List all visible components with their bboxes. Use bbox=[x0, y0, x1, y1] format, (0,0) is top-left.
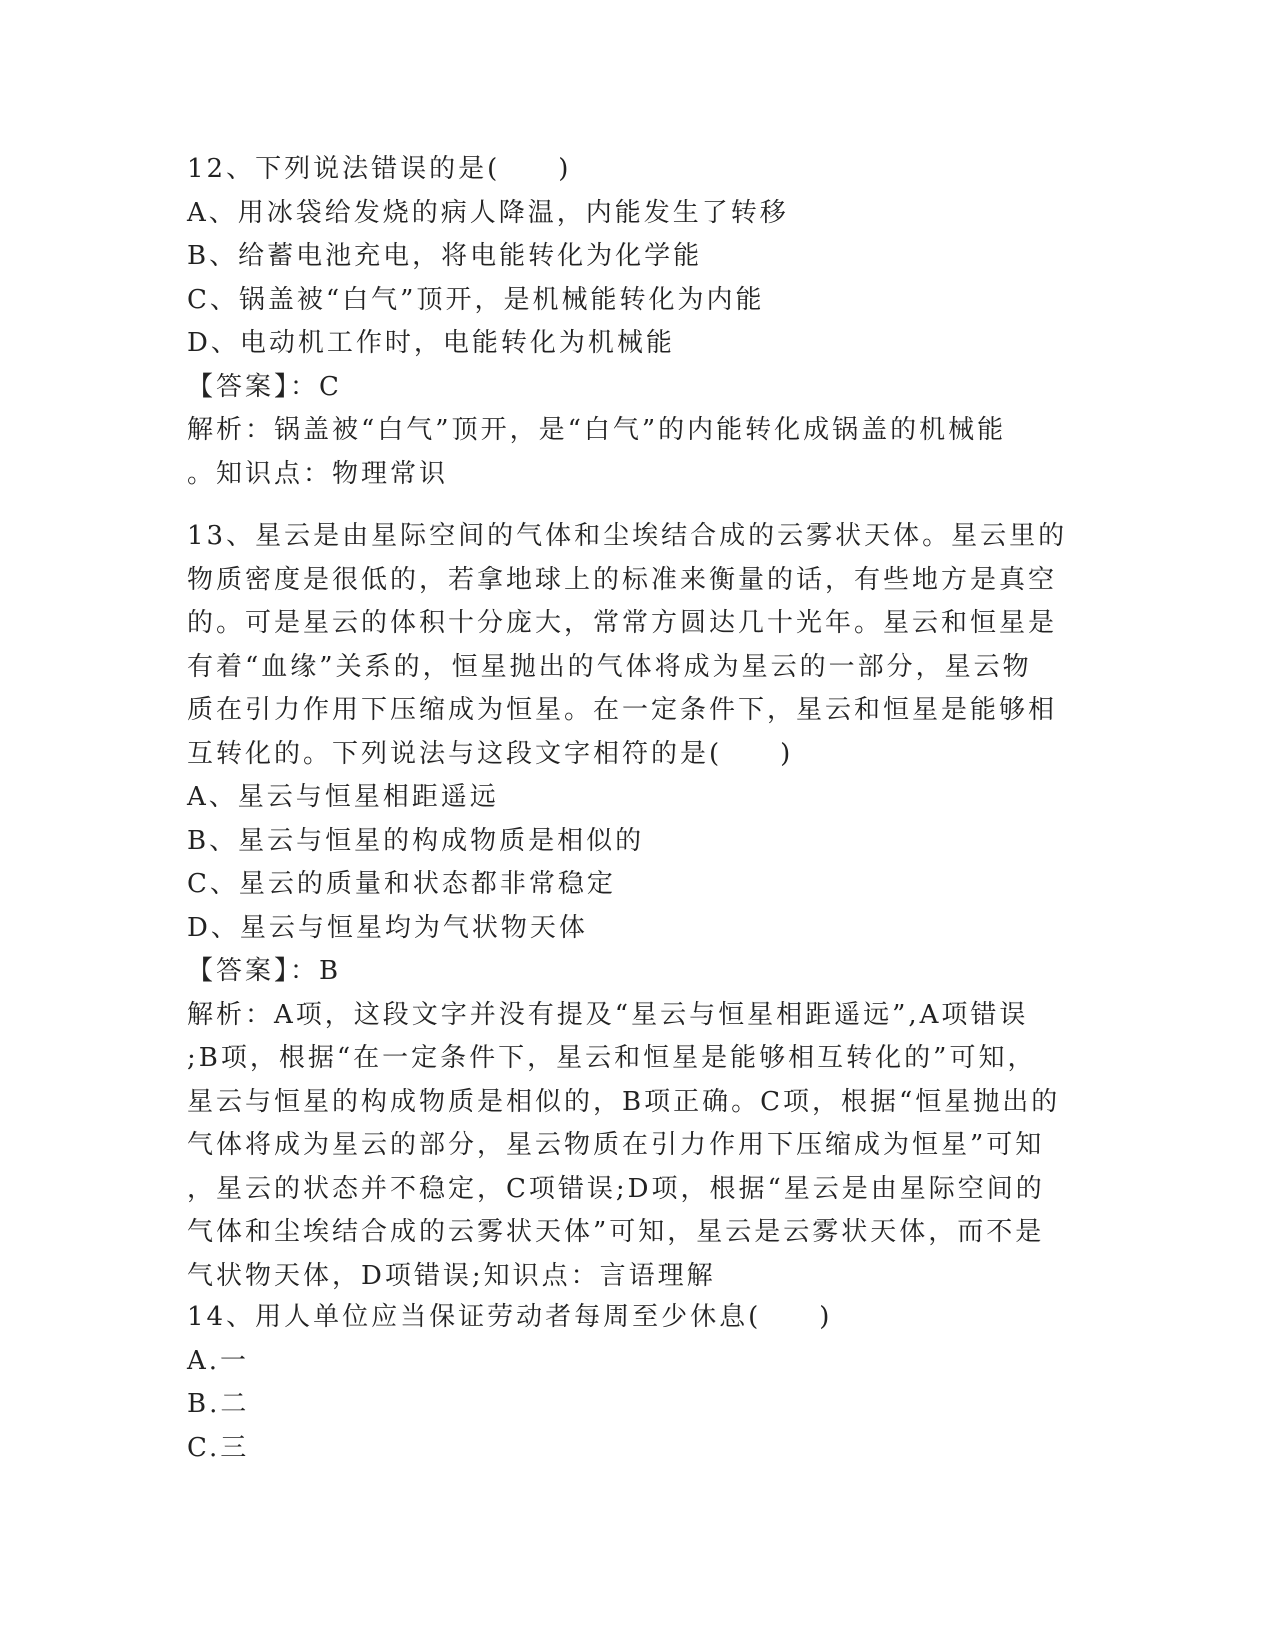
question-stem-line: 物质密度是很低的，若拿地球上的标准来衡量的话，有些地方是真空 bbox=[187, 564, 1058, 595]
question-stem: 14、用人单位应当保证劳动者每周至少休息( ) bbox=[187, 1302, 833, 1332]
question-stem-line: 有着“血缘”关系的，恒星抛出的气体将成为星云的一部分，星云物 bbox=[187, 651, 1032, 682]
analysis-line: ，星云的状态并不稳定，C项错误;D项，根据“星云是由星际空间的 bbox=[187, 1173, 1045, 1204]
option-a: A、用冰袋给发烧的病人降温，内能发生了转移 bbox=[187, 197, 789, 228]
question-12 bbox=[187, 148, 1087, 496]
question-stem-line: 互转化的。下列说法与这段文字相符的是( ) bbox=[187, 738, 794, 769]
option-c: C.三 bbox=[187, 1432, 250, 1463]
analysis-line: 气状物天体，D项错误;知识点：言语理解 bbox=[187, 1260, 716, 1291]
answer-line: 【答案】：B bbox=[187, 956, 342, 986]
analysis-line: 。知识点：物理常识 bbox=[187, 458, 449, 489]
question-stem: 12、下列说法错误的是( ) bbox=[187, 154, 572, 184]
question-13 bbox=[187, 515, 1087, 1298]
answer-line: 【答案】：C bbox=[187, 371, 342, 402]
question-stem-line: 质在引力作用下压缩成为恒星。在一定条件下，星云和恒星是能够相 bbox=[187, 695, 1058, 725]
analysis-line: 解析：锅盖被“白气”顶开，是“白气”的内能转化成锅盖的机械能 bbox=[187, 415, 1007, 445]
option-a: A.一 bbox=[187, 1345, 250, 1376]
option-c: C、锅盖被“白气”顶开，是机械能转化为内能 bbox=[187, 284, 765, 315]
option-a: A、星云与恒星相距遥远 bbox=[187, 782, 499, 812]
analysis-line: 气体和尘埃结合成的云雾状天体”可知，星云是云雾状天体，而不是 bbox=[187, 1217, 1045, 1247]
analysis-line: 解析：A项，这段文字并没有提及“星云与恒星相距遥远”,A项错误 bbox=[187, 999, 1029, 1030]
analysis-line: 星云与恒星的构成物质是相似的，B项正确。C项，根据“恒星抛出的 bbox=[187, 1086, 1061, 1117]
option-d: D、电动机工作时，电能转化为机械能 bbox=[187, 328, 675, 358]
analysis-line: 气体将成为星云的部分，星云物质在引力作用下压缩成为恒星”可知 bbox=[187, 1130, 1045, 1160]
option-c: C、星云的质量和状态都非常稳定 bbox=[187, 869, 616, 899]
option-d: D、星云与恒星均为气状物天体 bbox=[187, 912, 588, 943]
question-14 bbox=[187, 1296, 1087, 1470]
option-b: B、给蓄电池充电，将电能转化为化学能 bbox=[187, 241, 703, 271]
analysis-line: ;B项，根据“在一定条件下，星云和恒星是能够相互转化的”可知， bbox=[187, 1043, 1037, 1073]
question-stem-line: 13、星云是由星际空间的气体和尘埃结合成的云雾状天体。星云里的 bbox=[187, 521, 1068, 551]
option-b: B、星云与恒星的构成物质是相似的 bbox=[187, 825, 645, 856]
question-stem-line: 的。可是星云的体积十分庞大，常常方圆达几十光年。星云和恒星是 bbox=[187, 608, 1058, 638]
option-b: B.二 bbox=[187, 1389, 250, 1419]
